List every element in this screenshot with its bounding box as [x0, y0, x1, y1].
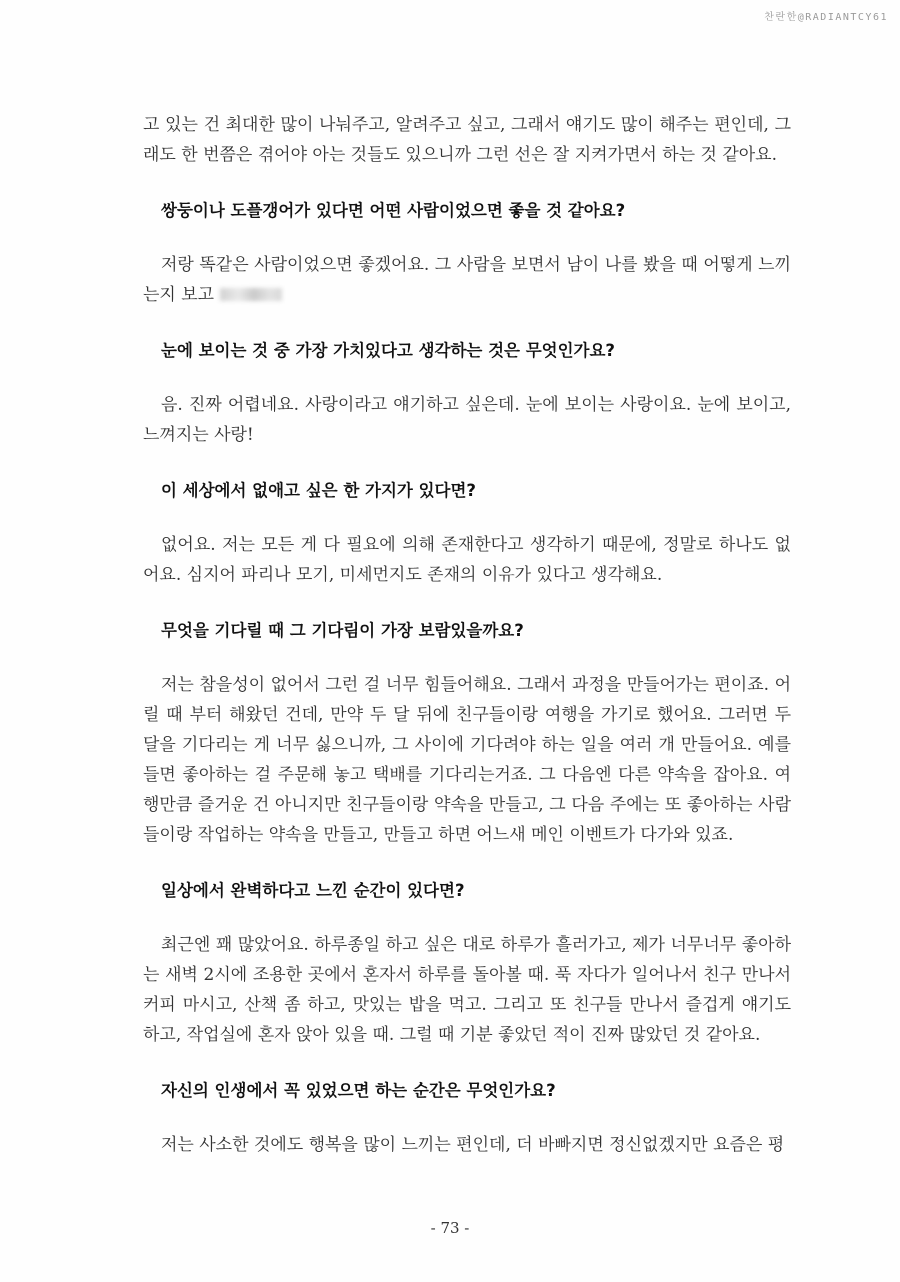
answer-paragraph: 없어요. 저는 모든 게 다 필요에 의해 존재한다고 생각하기 때문에, 정말로 하나도 없어요. 심지어 파리나 모기, 미세먼지도 존재의 이유가 있다고 생각해요.	[143, 535, 791, 585]
question-heading: 무엇을 기다릴 때 그 기다림이 가장 보람있을까요?	[161, 621, 524, 640]
watermark: 찬란한@RADIANTCY61	[764, 12, 888, 23]
answer-paragraph: 저는 참을성이 없어서 그런 걸 너무 힘들어해요. 그래서 과정을 만들어가는 편이죠. 어릴 때 부터 해왔던 건데, 만약 두 달 뒤에 친구들이랑 여행을 가기로 했어요. 그러면 두 달을 기다리는 게 너무 싫으니까, 그 사이에 기다려야 하는 일을 여러 개 만들어요. 예를 들면 좋아하는 걸 주문해 놓고 택배를 기다리는거죠. 그 다음엔 다른 약속을 잡아요. 여행만큼 즐거운 건 아니지만 친구들이랑 약속을 만들고, 그 다음 주에는 또 좋아하는 사람들이랑 작업하는 약속을 만들고, 만들고 하면 어느새 메인 이벤트가 다가와 있죠.	[143, 675, 791, 845]
question-heading: 눈에 보이는 것 중 가장 가치있다고 생각하는 것은 무엇인가요?	[161, 341, 616, 360]
question-heading: 쌍둥이나 도플갱어가 있다면 어떤 사람이었으면 좋을 것 같아요?	[161, 201, 626, 220]
question-heading: 자신의 인생에서 꼭 있었으면 하는 순간은 무엇인가요?	[161, 1081, 556, 1100]
answer-paragraph	[143, 250, 791, 310]
page-number: - 73 -	[430, 1219, 470, 1237]
redacted-text	[220, 288, 282, 301]
answer-paragraph: 음. 진짜 어렵네요. 사랑이라고 얘기하고 싶은데. 눈에 보이는 사랑이요. 눈에 보이고, 느껴지는 사랑!	[143, 395, 791, 445]
question-heading: 이 세상에서 없애고 싶은 한 가지가 있다면?	[161, 481, 477, 500]
question-heading: 일상에서 완벽하다고 느낀 순간이 있다면?	[161, 881, 465, 900]
paragraph-continued: 고 있는 건 최대한 많이 나눠주고, 알려주고 싶고, 그래서 얘기도 많이 해주는 편인데, 그래도 한 번쯤은 겪어야 아는 것들도 있으니까 그런 선은 잘 지켜가면서 하는 것 같아요.	[143, 115, 791, 165]
answer-paragraph: 저는 사소한 것에도 행복을 많이 느끼는 편인데, 더 바빠지면 정신없겠지만 요즘은 평	[161, 1135, 785, 1155]
answer-text: 저랑 똑같은 사람이었으면 좋겠어요. 그 사람을 보면서 남이 나를 봤을 때 어떻게 느끼는지 보고	[143, 255, 791, 305]
page-body	[143, 110, 791, 1160]
answer-paragraph: 최근엔 꽤 많았어요. 하루종일 하고 싶은 대로 하루가 흘러가고, 제가 너무너무 좋아하는 새벽 2시에 조용한 곳에서 혼자서 하루를 돌아볼 때. 푹 자다가 일어나서 친구 만나서 커피 마시고, 산책 좀 하고, 맛있는 밥을 먹고. 그리고 또 친구들 만나서 즐겁게 얘기도 하고, 작업실에 혼자 앉아 있을 때. 그럴 때 기분 좋았던 적이 진짜 많았던 것 같아요.	[143, 935, 791, 1045]
